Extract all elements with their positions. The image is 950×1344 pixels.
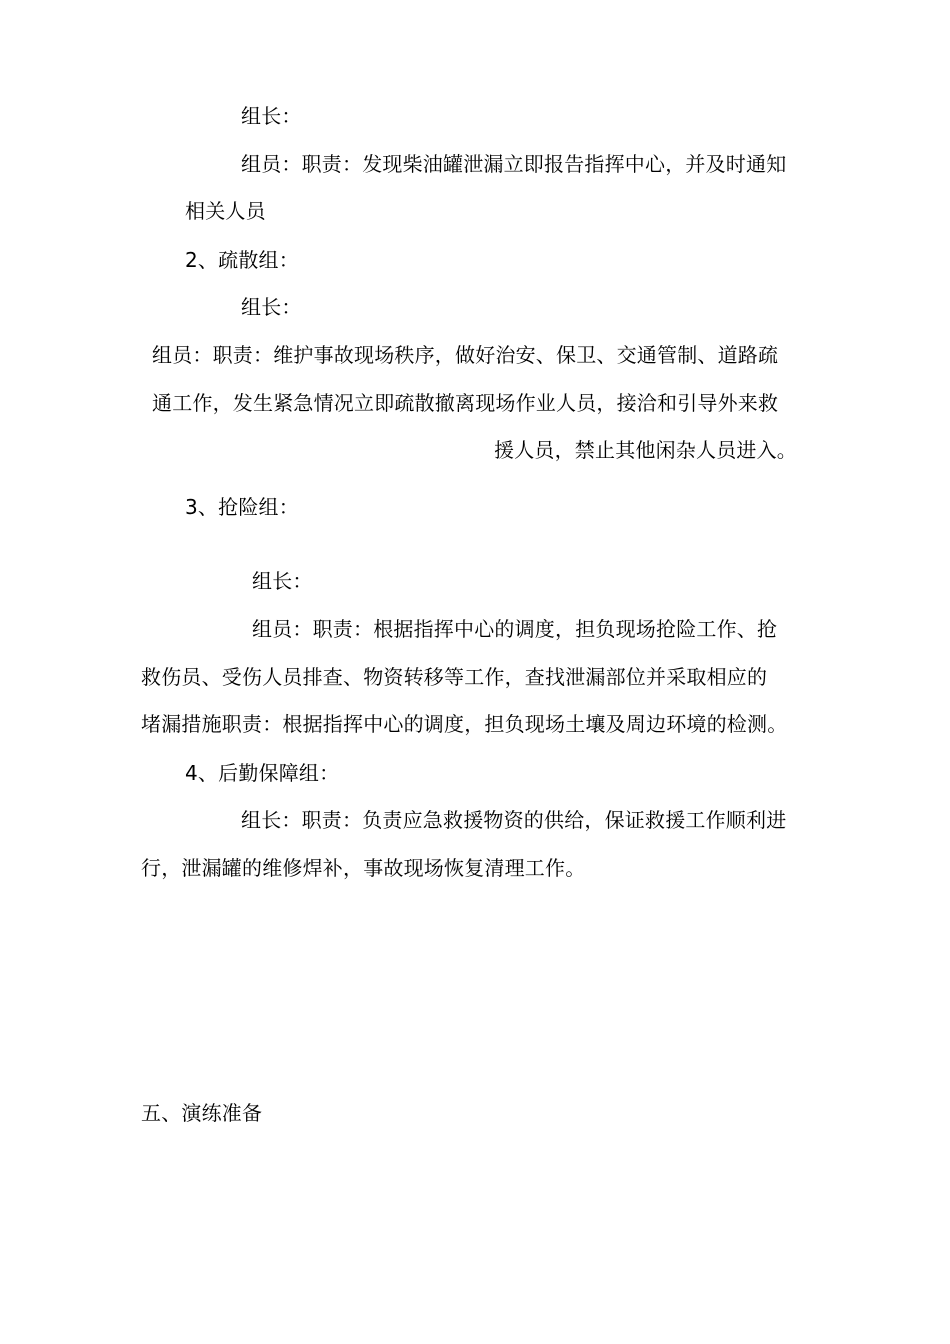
group2-leader: 组长： [241,295,302,319]
group1-members-line2: 相关人员 [185,199,266,223]
group4-leader-line1: 组长：职责：负责应急救援物资的供给，保证救援工作顺利进 [241,808,787,832]
group2-members-line2: 通工作，发生紧急情况立即疏散撤离现场作业人员，接洽和引导外来救 [152,391,779,415]
group1-leader: 组长： [241,104,302,128]
group1-members-line1: 组员：职责：发现柴油罐泄漏立即报告指挥中心，并及时通知 [241,152,787,176]
group3-title: 3、抢险组： [185,495,299,519]
group3-members-line1: 组员：职责：根据指挥中心的调度，担负现场抢险工作、抢 [252,617,778,641]
group2-members-line1: 组员：职责：维护事故现场秩序，做好治安、保卫、交通管制、道路疏 [152,343,779,367]
group2-members-line3: 援人员，禁止其他闲杂人员进入。 [494,438,797,462]
group4-leader-line2: 行，泄漏罐的维修焊补，事故现场恢复清理工作。 [141,856,586,880]
group3-leader: 组长： [252,569,313,593]
group2-title: 2、疏散组： [185,248,299,272]
group3-members-line2: 救伤员、受伤人员排查、物资转移等工作，查找泄漏部位并采取相应的 [141,665,768,689]
group3-members-line3: 堵漏措施职责：根据指挥中心的调度，担负现场土壤及周边环境的检测。 [141,712,788,736]
section5-heading: 五、演练准备 [141,1101,263,1125]
group4-title: 4、后勤保障组： [185,761,340,785]
